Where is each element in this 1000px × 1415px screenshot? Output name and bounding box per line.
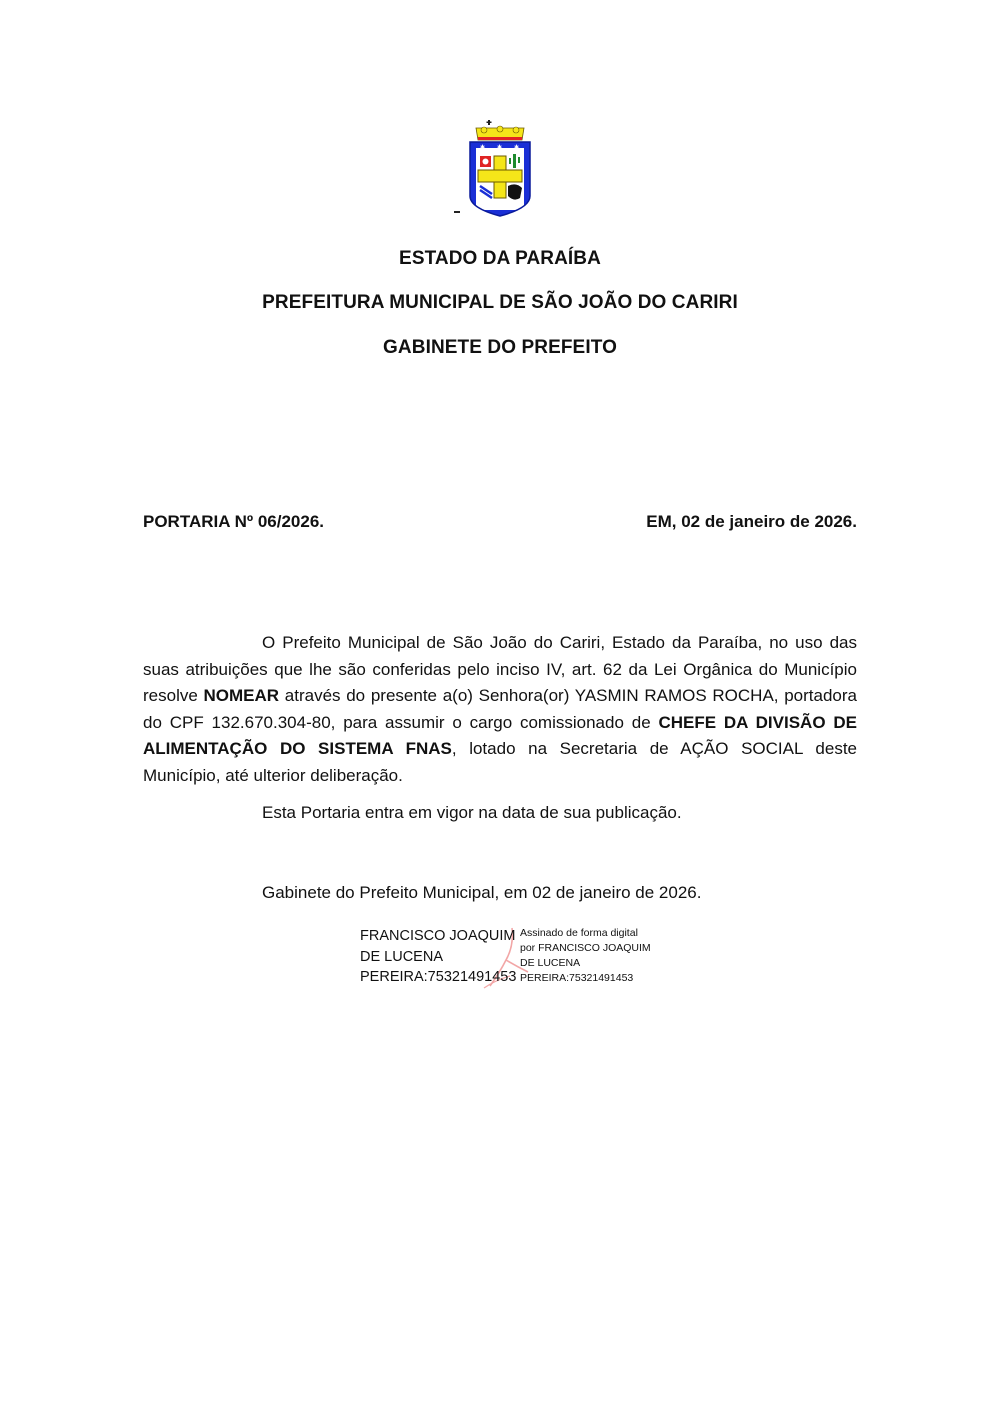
ordinance-body-paragraph [143, 630, 857, 790]
city-hall-heading: PREFEITURA MUNICIPAL DE SÃO JOÃO DO CARIRI [262, 292, 738, 313]
crest-underline-mark [454, 211, 460, 213]
ordinance-number: PORTARIA Nº 06/2026. [143, 512, 324, 531]
digital-signature-note [520, 926, 680, 986]
signer-name [360, 926, 520, 988]
digital-signature-block [360, 926, 680, 992]
closing-location-date: Gabinete do Prefeito Municipal, em 02 de janeiro de 2026. [262, 883, 702, 902]
body-text-appoint-verb: NOMEAR [203, 686, 280, 706]
signature-note-line: DE LUCENA [520, 957, 581, 969]
signature-note-line: por FRANCISCO JOAQUIM [520, 942, 651, 954]
signer-name-line: DE LUCENA [360, 948, 443, 965]
office-heading: GABINETE DO PREFEITO [383, 337, 617, 358]
effective-date-clause: Esta Portaria entra em vigor na data de sua publicação. [262, 803, 682, 822]
signer-name-line: FRANCISCO JOAQUIM [360, 928, 516, 944]
svg-text:✱: ✱ [514, 144, 520, 151]
signature-note-line: Assinado de forma digital [520, 927, 638, 939]
signer-name-line: PEREIRA:75321491453 [360, 969, 517, 985]
body-text-appointee: através do presente a(o) Senhora(or) YASMIN RAMOS ROCHA, portadora do CPF 132.670.304-80, para assumir o cargo comissionado de [143, 686, 857, 732]
svg-text:✱: ✱ [497, 144, 503, 151]
body-text-assignment: , lotado na Secretaria de AÇÃO SOCIAL deste Município, até ulterior deliberação. [143, 739, 858, 785]
signature-note-line: PEREIRA:75321491453 [520, 972, 634, 984]
state-name-heading: ESTADO DA PARAÍBA [399, 248, 601, 269]
municipal-coat-of-arms [458, 118, 542, 218]
body-text-intro: O Prefeito Municipal de São João do Cariri, Estado da Paraíba, no uso das suas atribuições que lhe são conferidas pelo inciso IV, art. 62 da Lei Orgânica do Município resolve [143, 633, 857, 706]
ordinance-date: EM, 02 de janeiro de 2026. [646, 512, 857, 531]
body-text-position-title: CHEFE DA DIVISÃO DE ALIMENTAÇÃO DO SISTEMA FNAS [143, 712, 857, 759]
svg-text:✱: ✱ [480, 144, 486, 151]
